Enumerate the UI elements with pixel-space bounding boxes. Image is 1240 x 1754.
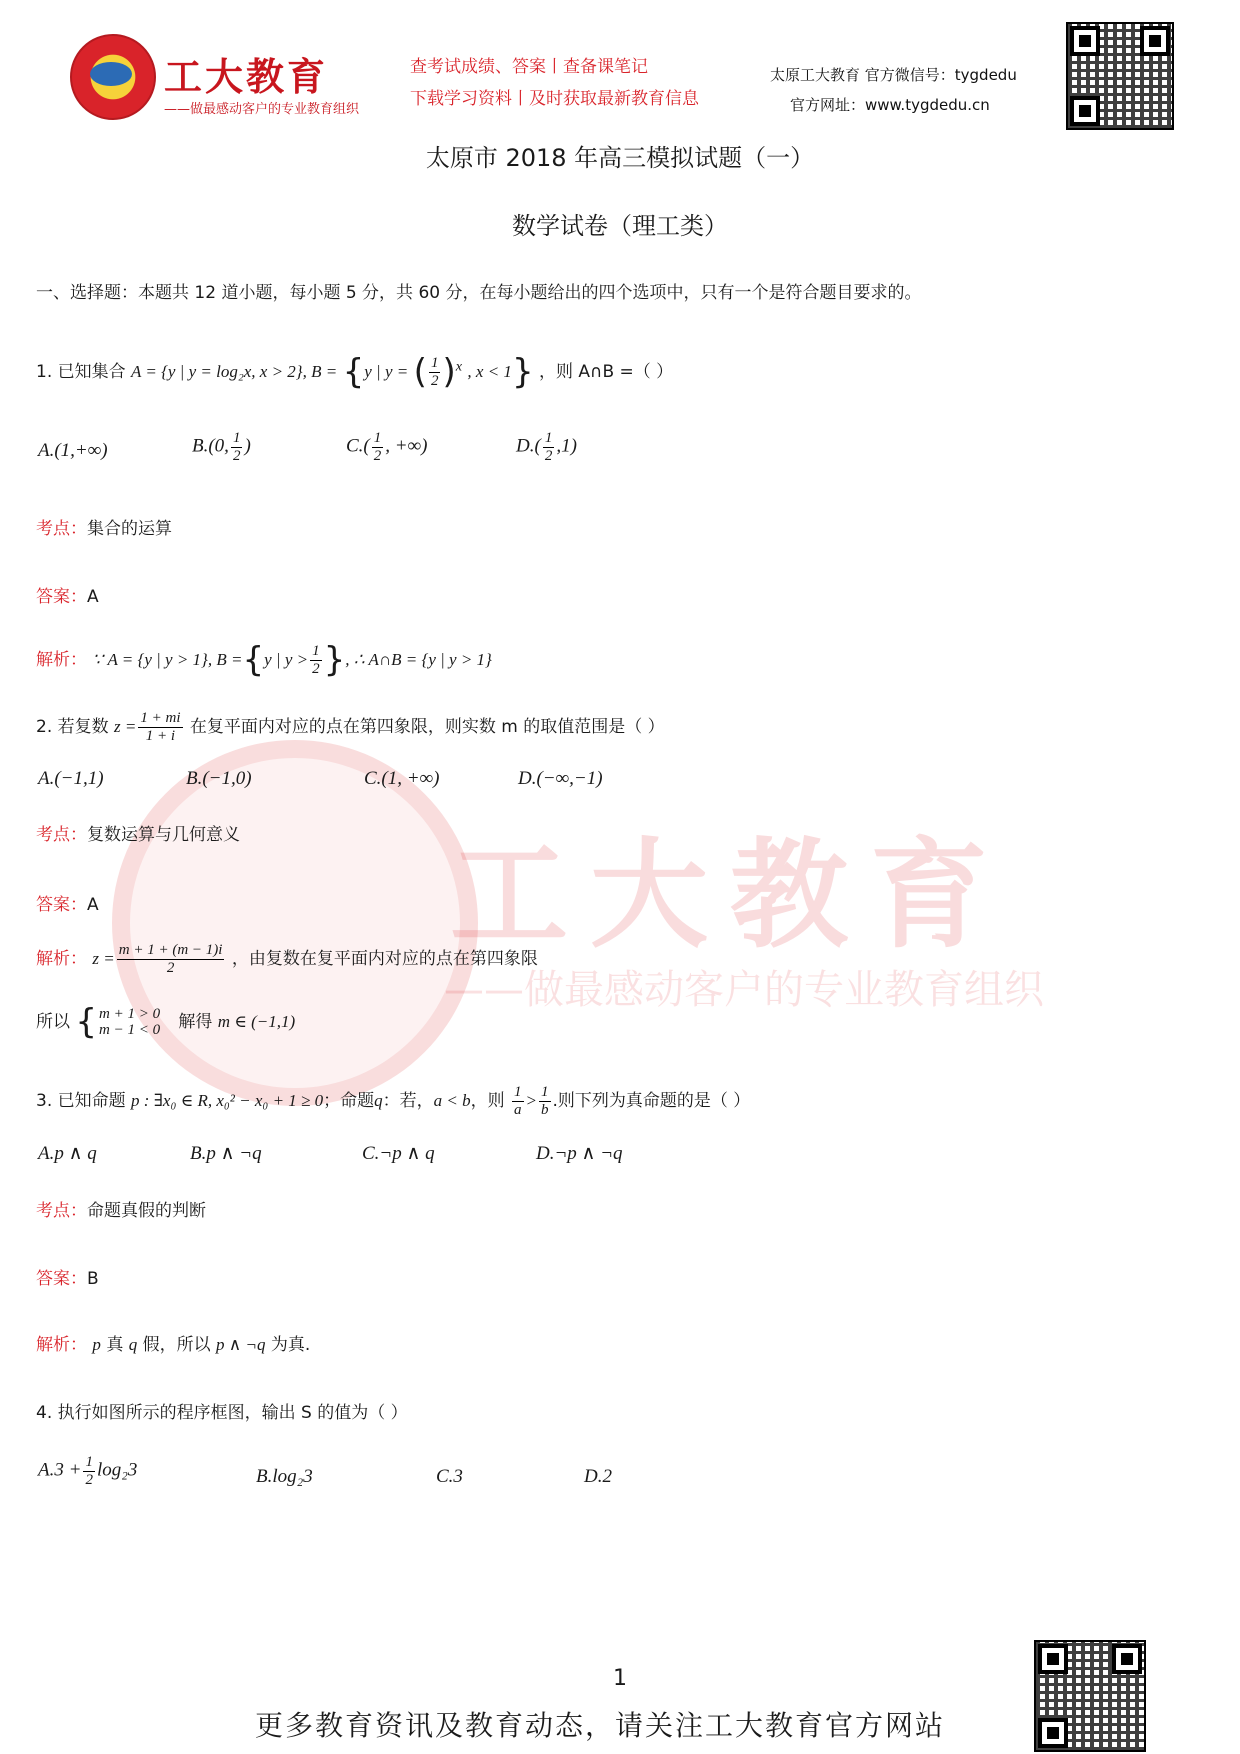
q2-option-a: A.(−1,1) [38, 768, 104, 789]
header-promo-line1: 查考试成绩、答案丨查备课笔记 [410, 57, 648, 77]
q1-point: 考点：集合的运算 [36, 519, 172, 539]
watermark-text: 工大教育 [450, 826, 1011, 964]
q3-option-c: C.¬p ∧ q [362, 1143, 435, 1164]
q1-answer: 答案：A [36, 587, 99, 607]
q4-option-d: D.2 [584, 1466, 612, 1487]
qr-code-icon [1066, 22, 1174, 130]
q3-option-b: B.p ∧ ¬q [190, 1143, 262, 1164]
q2-point: 考点：复数运算与几何意义 [36, 825, 240, 845]
watermark-seal [112, 740, 478, 1106]
q1-analysis: 解析： ∵ A = {y | y > 1}, B ={y | y > $\frac{1}{2}$ }, ∴ A∩B = {y | y > 1} [36, 640, 492, 680]
question-1-stem: 1. 已知集合 A = {y | y = log₂x, x > 2}, B = {y | y = ( $\frac{1}{2}$ )$^x$ , x < 1} ，则 A∩B =（ ） [36, 352, 674, 392]
question-4-stem: 4. 执行如图所示的程序框图，输出 S 的值为（ ） [36, 1403, 408, 1423]
exam-title: 太原市 2018 年高三模拟试题（一） [425, 144, 815, 172]
exam-subtitle: 数学试卷（理工类） [512, 212, 728, 240]
q2-analysis: 解析： z = $\frac{m + 1 + (m - 1)i}{2}$ ，由复数在复平面内对应的点在第四象限 [36, 942, 538, 976]
q3-answer: 答案：B [36, 1269, 99, 1289]
brand-name: 工大教育 [164, 55, 329, 99]
logo-icon [70, 34, 156, 120]
footer-qr-code-icon [1034, 1640, 1146, 1752]
q2-option-d: D.(−∞,−1) [518, 768, 603, 789]
q3-analysis: 解析： p 真 q 假，所以 p ∧ ¬q 为真. [36, 1335, 311, 1355]
footer-text: 更多教育资讯及教育动态，请关注工大教育官方网站 [254, 1709, 945, 1742]
q1-option-d: D.( $\frac{1}{2}$ ,1) [516, 430, 577, 464]
q2-option-c: C.(1, +∞) [364, 768, 440, 789]
q1-option-c: C.( $\frac{1}{2}$ , +∞) [346, 430, 428, 464]
q4-option-b: B.log₂3 [256, 1466, 313, 1487]
page-number: 1 [613, 1666, 627, 1691]
section-heading: 一、选择题：本题共 12 道小题，每小题 5 分，共 60 分，在每小题给出的四个选项中，只有一个是符合题目要求的。 [36, 283, 922, 303]
q3-option-d: D.¬p ∧ ¬q [536, 1143, 623, 1164]
question-3-stem: 3. 已知命题 p : ∃x₀ ∈ R, x₀² − x₀ + 1 ≥ 0；命题q：若，a < b，则 $\frac{1}{a}$ > $\frac{1}{b}$ .则下列为真命题的是（ ） [36, 1084, 751, 1118]
watermark-subtext: ——做最感动客户的专业教育组织 [444, 967, 1044, 1013]
question-2-stem: 2. 若复数 z = $\frac{1 + mi}{1 + i}$ 在复平面内对应的点在第四象限，则实数 m 的取值范围是（ ） [36, 710, 665, 744]
q2-option-b: B.(−1,0) [186, 768, 252, 789]
header-promo-line2: 下载学习资料丨及时获取最新教育信息 [410, 89, 699, 109]
q1-option-a: A.(1,+∞) [38, 440, 108, 461]
wechat-id: 太原工大教育 官方微信号：tygdedu [770, 66, 1017, 84]
q3-point: 考点：命题真假的判断 [36, 1201, 206, 1221]
q4-option-c: C.3 [436, 1466, 463, 1487]
q3-option-a: A.p ∧ q [38, 1143, 97, 1164]
q2-answer: 答案：A [36, 895, 99, 915]
q1-option-b: B.(0, $\frac{1}{2}$ ) [192, 430, 251, 464]
brand-slogan: ——做最感动客户的专业教育组织 [164, 102, 360, 117]
website-url: 官方网址：www.tygdedu.cn [790, 96, 990, 114]
q4-option-a: A.3 + $\frac{1}{2}$ log₂3 [38, 1454, 138, 1488]
q2-solution: 所以 { m + 1 > 0 m − 1 < 0 解得 m ∈ (−1,1) [36, 1002, 296, 1042]
